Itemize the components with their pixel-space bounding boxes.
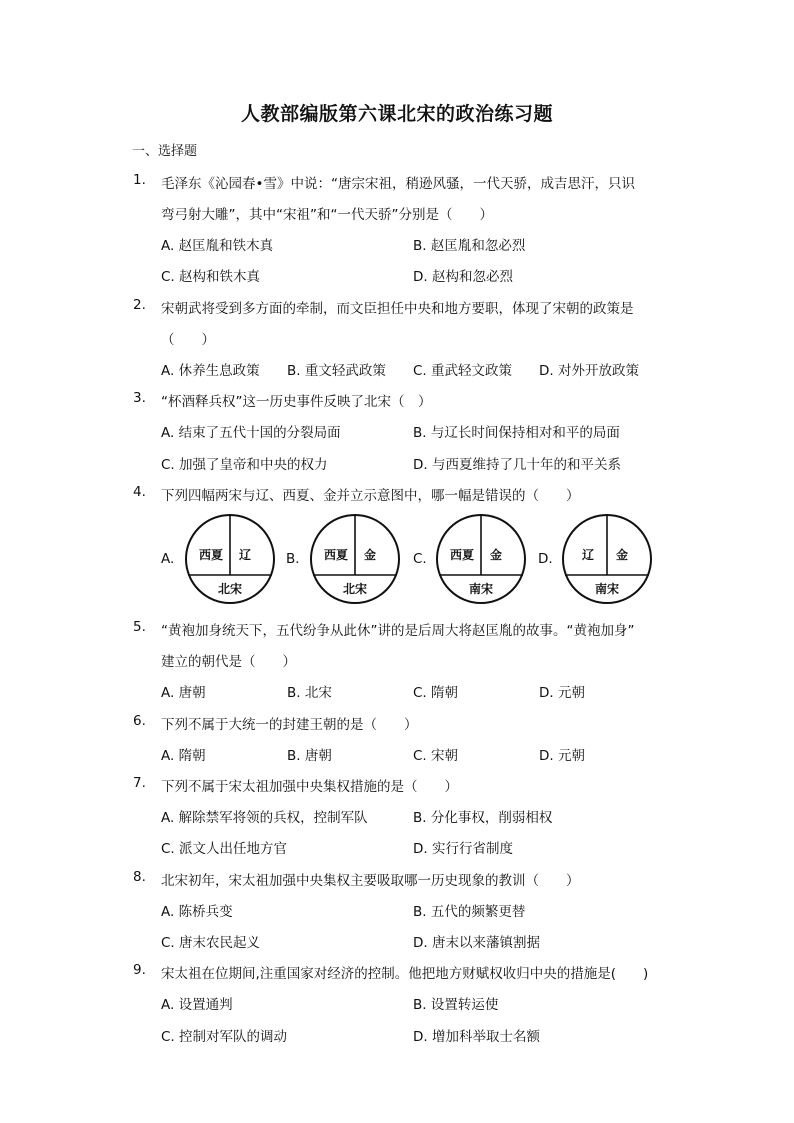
option-c[interactable]: C. 赵构和铁木真 [161, 269, 261, 285]
option-c[interactable]: C. 宋朝 [413, 748, 459, 764]
option-d[interactable]: D. 对外开放政策 [539, 363, 639, 379]
option-b[interactable]: B. 赵匡胤和忽必烈 [413, 238, 526, 254]
option-a[interactable]: A. 唐朝 [161, 685, 206, 701]
question-number: 1. [133, 172, 146, 188]
diagram-d [560, 513, 656, 605]
region-left: 西夏 [449, 548, 475, 562]
option-d[interactable]: D. 元朝 [539, 748, 585, 764]
diagram-a [183, 513, 279, 605]
region-bottom: 北宋 [217, 582, 243, 596]
option-a[interactable]: A. 赵匡胤和铁木真 [161, 238, 274, 254]
question-number: 8. [133, 869, 146, 885]
region-right: 金 [489, 548, 503, 562]
option-a[interactable]: A. 隋朝 [161, 748, 206, 764]
option-b[interactable]: B. 北宋 [287, 685, 332, 701]
option-b[interactable]: B. 五代的频繁更替 [413, 904, 526, 920]
question-text: 宋太祖在位期间,注重国家对经济的控制。他把地方财赋权收归中央的措施是( ) [161, 966, 649, 982]
option-b[interactable]: B. 设置转运使 [413, 997, 499, 1013]
option-d[interactable]: D. 唐末以来藩镇割据 [413, 935, 540, 951]
region-right: 辽 [238, 548, 252, 562]
option-a[interactable]: A. 结束了五代十国的分裂局面 [161, 425, 341, 441]
option-c[interactable]: C. 唐末农民起义 [161, 935, 261, 951]
region-right: 金 [363, 548, 377, 562]
option-c[interactable]: C. 控制对军队的调动 [161, 1029, 288, 1045]
region-left: 西夏 [323, 548, 349, 562]
diagram-c [434, 513, 530, 605]
question-text: 建立的朝代是（ ） [161, 654, 296, 670]
option-c[interactable]: C. 派文人出任地方官 [161, 841, 288, 857]
option-a[interactable]: A. [161, 551, 175, 567]
option-a[interactable]: A. 解除禁军将领的兵权，控制军队 [161, 810, 368, 826]
question-text: （ ） [161, 332, 215, 348]
region-bottom: 北宋 [342, 582, 368, 596]
option-b[interactable]: B. 唐朝 [287, 748, 332, 764]
region-left: 西夏 [198, 548, 224, 562]
question-text: 北宋初年，宋太祖加强中央集权主要吸取哪一历史现象的教训（ ） [161, 873, 580, 889]
question-text: 宋朝武将受到多方面的牵制，而文臣担任中央和地方要职，体现了宋朝的政策是 [161, 301, 634, 317]
page-title: 人教部编版第六课北宋的政治练习题 [240, 103, 553, 125]
option-d[interactable]: D. 实行行省制度 [413, 841, 513, 857]
question-text: 下列不属于宋太祖加强中央集权措施的是（ ） [161, 779, 458, 795]
diagram-b [308, 513, 404, 605]
question-text: 弯弓射大雕”，其中“宋祖”和“一代天骄”分别是（ ） [161, 207, 493, 223]
option-b[interactable]: B. 分化事权，削弱相权 [413, 810, 553, 826]
region-bottom: 南宋 [594, 582, 620, 596]
question-number: 3. [133, 390, 146, 406]
question-number: 2. [133, 297, 146, 313]
option-a[interactable]: A. 设置通判 [161, 997, 233, 1013]
option-c[interactable]: C. 隋朝 [413, 685, 459, 701]
question-number: 4. [133, 484, 146, 500]
question-text: “黄袍加身统天下，五代纷争从此休”讲的是后周大将赵匡胤的故事。“黄袍加身” [161, 623, 635, 639]
option-d[interactable]: D. 增加科举取士名额 [413, 1029, 540, 1045]
option-c[interactable]: C. 重武轻文政策 [413, 363, 513, 379]
option-d[interactable]: D. 与西夏维持了几十年的和平关系 [413, 457, 621, 473]
question-text: “杯酒释兵权”这一历史事件反映了北宋（ ） [161, 394, 432, 410]
question-number: 9. [133, 962, 146, 978]
option-c[interactable]: C. [413, 551, 427, 567]
region-bottom: 南宋 [468, 582, 494, 596]
question-number: 6. [133, 713, 146, 729]
question-number: 5. [133, 619, 146, 635]
option-d[interactable]: D. 赵构和忽必烈 [413, 269, 513, 285]
question-text: 下列四幅两宋与辽、西夏、金并立示意图中，哪一幅是错误的（ ） [161, 488, 580, 504]
option-d[interactable]: D. [538, 551, 553, 567]
question-number: 7. [133, 775, 146, 791]
option-a[interactable]: A. 陈桥兵变 [161, 904, 233, 920]
option-a[interactable]: A. 休养生息政策 [161, 363, 260, 379]
region-right: 金 [615, 548, 629, 562]
option-b[interactable]: B. 重文轻武政策 [287, 363, 386, 379]
question-text: 毛泽东《沁园春•雪》中说：“唐宗宋祖，稍逊风骚，一代天骄，成吉思汗，只识 [161, 176, 635, 192]
option-b[interactable]: B. [286, 551, 300, 567]
option-c[interactable]: C. 加强了皇帝和中央的权力 [161, 457, 328, 473]
option-b[interactable]: B. 与辽长时间保持相对和平的局面 [413, 425, 620, 441]
section-heading: 一、选择题 [132, 144, 198, 159]
option-d[interactable]: D. 元朝 [539, 685, 585, 701]
question-text: 下列不属于大统一的封建王朝的是（ ） [161, 717, 418, 733]
region-left: 辽 [581, 548, 595, 562]
